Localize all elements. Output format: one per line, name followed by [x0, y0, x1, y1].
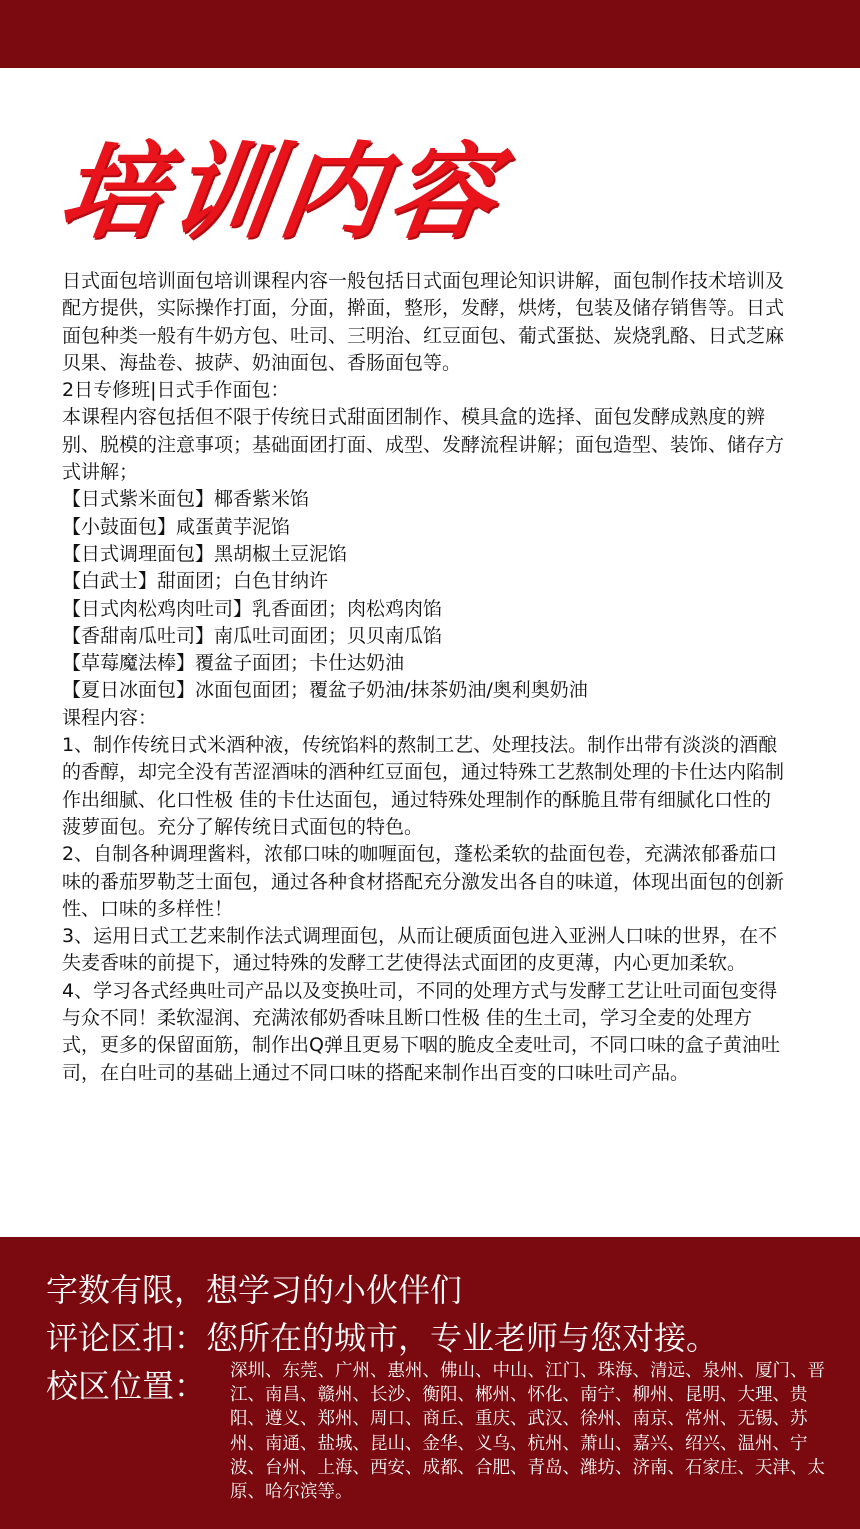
campus-label: 校区位置：: [46, 1367, 207, 1405]
campus-list: 深圳、东莞、广州、惠州、佛山、中山、江门、珠海、清远、泉州、厦门、晋江、南昌、赣州、长沙、衡阳、郴州、怀化、南宁、柳州、昆明、大理、贵阳、遵义、郑州、周口、商丘、重庆、武汉、徐州、南京、常州、无锡、苏州、南通、盐城、昆山、金华、义乌、杭州、萧山、嘉兴、绍兴、温州、宁波、台州、上海、西安、成都、合肥、青岛、潍坊、济南、石家庄、天津、太原、哈尔滨等。: [230, 1361, 825, 1503]
course-point: 2、自制各种调理酱料，浓郁口味的咖喱面包，蓬松柔软的盐面包卷，充满浓郁番茄口味的番茄罗勒芝士面包，通过各种食材搭配充分激发出各自的味道，体现出面包的创新性、口味的多样性！: [62, 843, 785, 920]
course-point: 3、运用日式工艺来制作法式调理面包，从而让硬质面包进入亚洲人口味的世界，在不失麦香味的前提下，通过特殊的发酵工艺使得法式面团的皮更薄，内心更加柔软。: [62, 925, 778, 975]
footer-line-1: 字数有限，想学习的小伙伴们: [46, 1271, 463, 1309]
top-banner: [0, 0, 860, 68]
training-content: [62, 268, 790, 1087]
intro-paragraph: 日式面包培训面包培训课程内容一般包括日式面包理论知识讲解，面包制作技术培训及配方提供，实际操作打面，分面，擀面，整形，发酵，烘烤，包装及储存销售等。日式面包种类一般有牛奶方包、吐司、三明治、红豆面包、葡式蛋挞、炭烧乳酪、日式芝麻贝果、海盐卷、披萨、奶油面包、香肠面包等。: [62, 270, 785, 374]
menu-item: 【夏日冰面包】冰面包面团；覆盆子奶油/抹茶奶油/奥利奥奶油: [62, 679, 588, 702]
menu-item: 【小鼓面包】咸蛋黄芋泥馅: [62, 515, 291, 538]
menu-item: 【日式调理面包】黑胡椒土豆泥馅: [62, 542, 348, 565]
footer-banner: [0, 1237, 860, 1529]
page-title: 培训内容: [52, 131, 510, 253]
menu-item: 【日式肉松鸡肉吐司】乳香面团；肉松鸡肉馅: [62, 597, 443, 620]
menu-item: 【草莓魔法棒】覆盆子面团；卡仕达奶油: [62, 652, 405, 675]
class-title: 2日专修班|日式手作面包：: [62, 379, 290, 402]
course-point: 1、制作传统日式米酒种液，传统馅料的熬制工艺、处理技法。制作出带有淡淡的酒酿的香醇，却完全没有苦涩酒味的酒种红豆面包，通过特殊工艺熬制处理的卡仕达内陷制作出细腻、化口性极 佳的卡仕达面包，通过特殊处理制作的酥脆且带有细腻化口性的菠萝面包。充分了解传统日式面包的特色。: [62, 734, 785, 838]
menu-item: 【香甜南瓜吐司】南瓜吐司面团；贝贝南瓜馅: [62, 624, 443, 647]
footer-line-2: 评论区扣：您所在的城市，专业老师与您对接。: [46, 1319, 719, 1357]
menu-item: 【白武士】甜面团；白色甘纳许: [62, 570, 329, 593]
class-description: 本课程内容包括但不限于传统日式甜面团制作、模具盒的选择、面包发酵成熟度的辨别、脱模的注意事项；基础面团打面、成型、发酵流程讲解；面包造型、装饰、储存方式讲解；: [62, 406, 785, 484]
course-title: 课程内容：: [62, 706, 158, 729]
menu-item: 【日式紫米面包】椰香紫米馅: [62, 488, 310, 511]
course-point: 4、学习各式经典吐司产品以及变换吐司，不同的处理方式与发酵工艺让吐司面包变得与众不同！柔软湿润、充满浓郁奶香味且断口性极 佳的生土司，学习全麦的处理方式，更多的保留面筋，制作出Q弹且更易下咽的脆皮全麦吐司，不同口味的盒子黄油吐司，在白吐司的基础上通过不同口味的搭配来制作出百变的口味吐司产品。: [62, 979, 780, 1084]
